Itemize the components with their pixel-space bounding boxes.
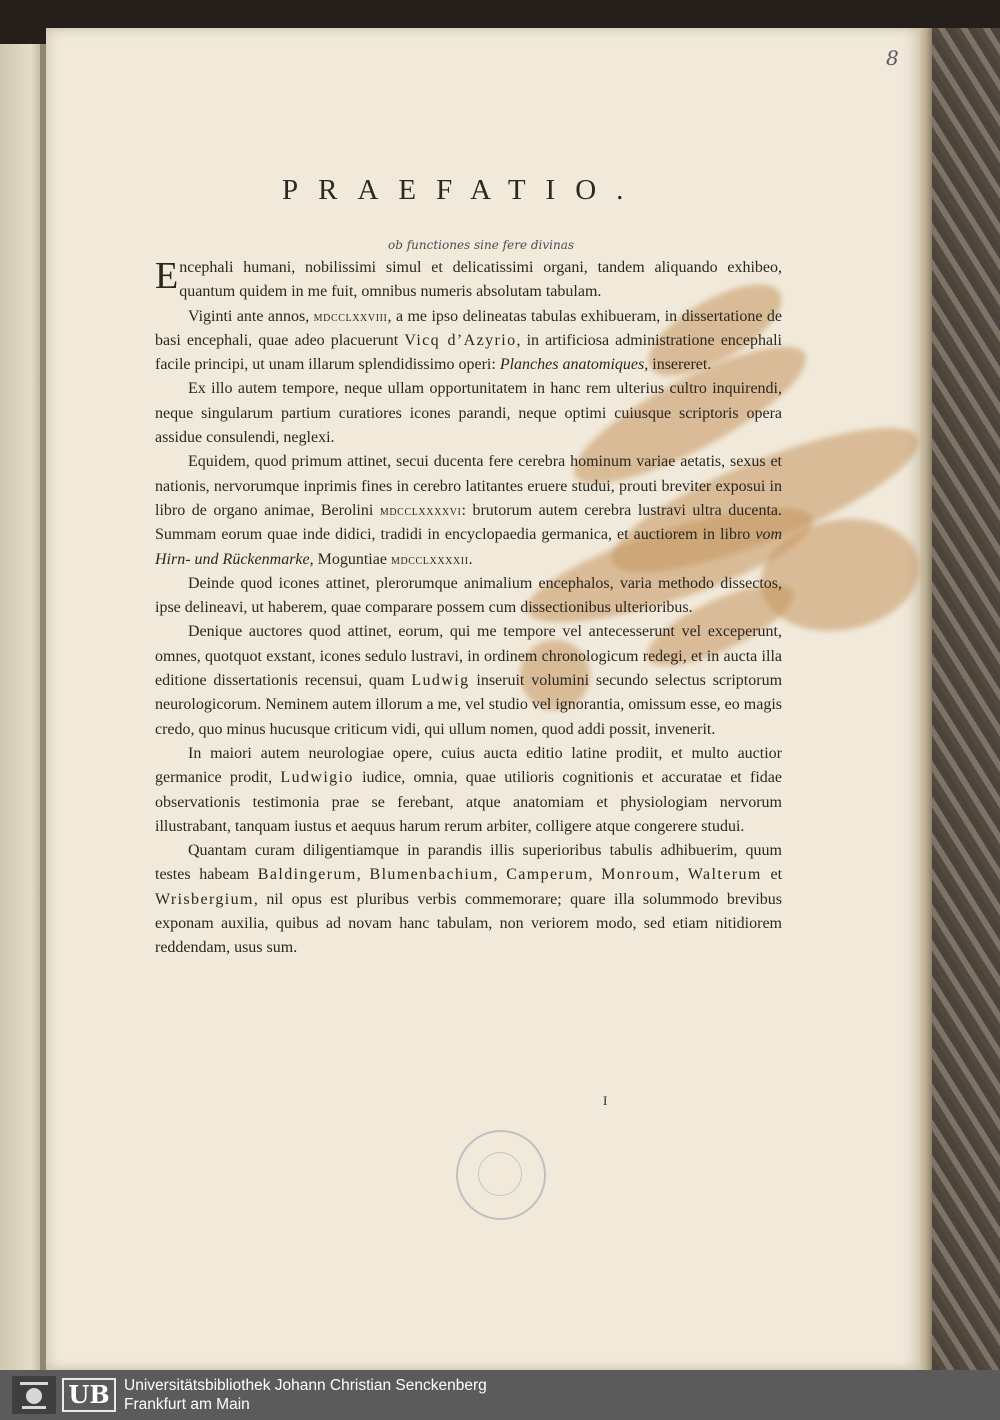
text-run: , a me ipso delineatas tabulas exhibueram, in dissertatione de basi encephali, quae adeo placuerunt <box>155 307 782 349</box>
facing-page-edge <box>0 44 44 1370</box>
library-name <box>124 1376 487 1414</box>
text-run: . <box>468 550 473 568</box>
text-run: Deinde quod icones attinet, plerorumque animalium encephalos, varia methodo dissectos, ipse delineavi, ut haberem, quae comparare possem cum dissectionibus ulterioribus. <box>155 574 782 617</box>
page-stack-edge <box>918 28 932 1370</box>
text-run: : brutorum autem cerebra lustravi ultra ducenta. Summam eorum quae inde didici, tradidi in encyclopaedia germanica, et auctiorem in libro <box>155 501 782 544</box>
page-title: PRAEFATIO. <box>282 174 644 206</box>
roman-year: mdcclxxviii <box>313 308 388 325</box>
text-run: Ex illo autem tempore, neque ullam opportunitatem in hanc rem ulterius cultro inquirendi, neque singularum partium curatiores icones parandi, neque optimi cuiusque scriptoris opera assidue consulendi, neglexi. <box>155 380 782 447</box>
handwritten-annotation: ob functiones sine fere divinas <box>388 238 575 252</box>
paragraph <box>155 839 782 960</box>
text-run: Quantam curam diligentiamque in parandis illis superioribus tabulis adhibuerim, quum testes habeam <box>155 842 782 884</box>
text-run: , Moguntiae <box>309 550 391 568</box>
paragraph <box>155 572 782 621</box>
spaced-name: Walterum <box>687 866 762 884</box>
text-run: Viginti ante annos, <box>188 307 314 325</box>
roman-year: mdcclxxxxvi <box>379 502 462 519</box>
paragraph <box>155 377 782 450</box>
paragraph <box>155 256 782 305</box>
text-run: iudice, omnia, quae utilioris cognitionis et accuratae et fidae observationis testimonia prae se ferebant, atque anatomiam et physiologiam nervorum illustrabant, tanquam iustus et aequus harum rerum arbiter, colligere atque congerere studui. <box>155 769 782 835</box>
text-run: , <box>588 866 602 884</box>
text-run: , insereret. <box>644 356 712 374</box>
text-run: ncephali humani, nobilissimi simul et delicatissimi organi, tandem aliquando exhibeo, quantum quidem in me fuit, omnibus numeris absolutam tabulam. <box>179 259 782 301</box>
text-run: inseruit volumini secundo selectus scriptorum neurologicorum. Neminem autem illorum a me, vel studio vel ignorantia, omissum esse, eo magis credo, quo minus hucusque criticum vidi, qui ullum nomen, quod addi possit, invenerit. <box>155 672 783 738</box>
spaced-name: Vicq d’Azyrio <box>404 331 517 349</box>
roman-year: mdcclxxxxii <box>390 551 469 568</box>
spaced-name: Ludwigio <box>280 769 354 787</box>
spaced-name: Wrisbergium <box>155 890 254 908</box>
text-run: In maiori autem neurologiae opere, cuius aucta editio latine prodiit, et multo auctior germanice prodit, <box>155 744 782 787</box>
text-run: , nil opus est pluribus verbis commemorare; quare illa solummodo brevibus exponam auxilia, quibus ad novam hanc tabulam, non veriorem modo, sed etiam nitidiorem reddendam, usus sum. <box>155 890 782 957</box>
library-logo[interactable] <box>12 1376 116 1414</box>
spaced-name: Monroum <box>601 866 676 884</box>
text-run: Denique auctores quod attinet, eorum, qui me tempore vel antecesserunt vel exceperunt, omnes, quotquot exstant, icones sedulo lustravi, in ordinem chronologicum redegi, et in aucta illa editione dissertationis recensui, quam <box>155 623 782 690</box>
library-name-line2: Frankfurt am Main <box>124 1396 250 1413</box>
preface-body <box>155 256 782 961</box>
paragraph <box>155 620 782 741</box>
paragraph <box>155 450 782 571</box>
folio-number: 8 <box>886 46 899 70</box>
footer-bar <box>0 1370 1000 1420</box>
library-name-line1: Universitätsbibliothek Johann Christian Senckenberg <box>124 1377 487 1394</box>
paragraph <box>155 305 782 378</box>
italic-title: Planches anatomiques <box>499 356 645 374</box>
ub-logo-text: UB <box>62 1378 116 1412</box>
spaced-name: Blumenbachium <box>369 866 494 884</box>
spaced-name: Ludwig <box>411 672 470 690</box>
library-stamp <box>456 1130 546 1220</box>
text-run: , <box>356 866 370 884</box>
text-run: , in artificiosa administratione encephali facile principi, ut unam illarum splendidissimo operi: <box>155 331 782 374</box>
seal-icon <box>12 1376 56 1414</box>
signature-mark: I <box>603 1093 608 1108</box>
spaced-name: Baldingerum <box>257 866 357 884</box>
drop-cap: E <box>155 255 179 297</box>
text-run: et <box>761 866 783 884</box>
paragraph <box>155 742 782 839</box>
italic-title: vom Hirn- und Rückenmarke <box>155 526 782 568</box>
text-run: Equidem, quod primum attinet, secui ducenta fere cerebra hominum variae aetatis, sexus et nationis, nervorumque inprimis fines in cerebro latitantes eruere studui, prouti breviter exposui in libro de organo animae, Berolini <box>155 453 782 519</box>
text-run: , <box>493 866 507 884</box>
text-run: , <box>675 866 688 884</box>
spaced-name: Camperum <box>506 866 589 884</box>
